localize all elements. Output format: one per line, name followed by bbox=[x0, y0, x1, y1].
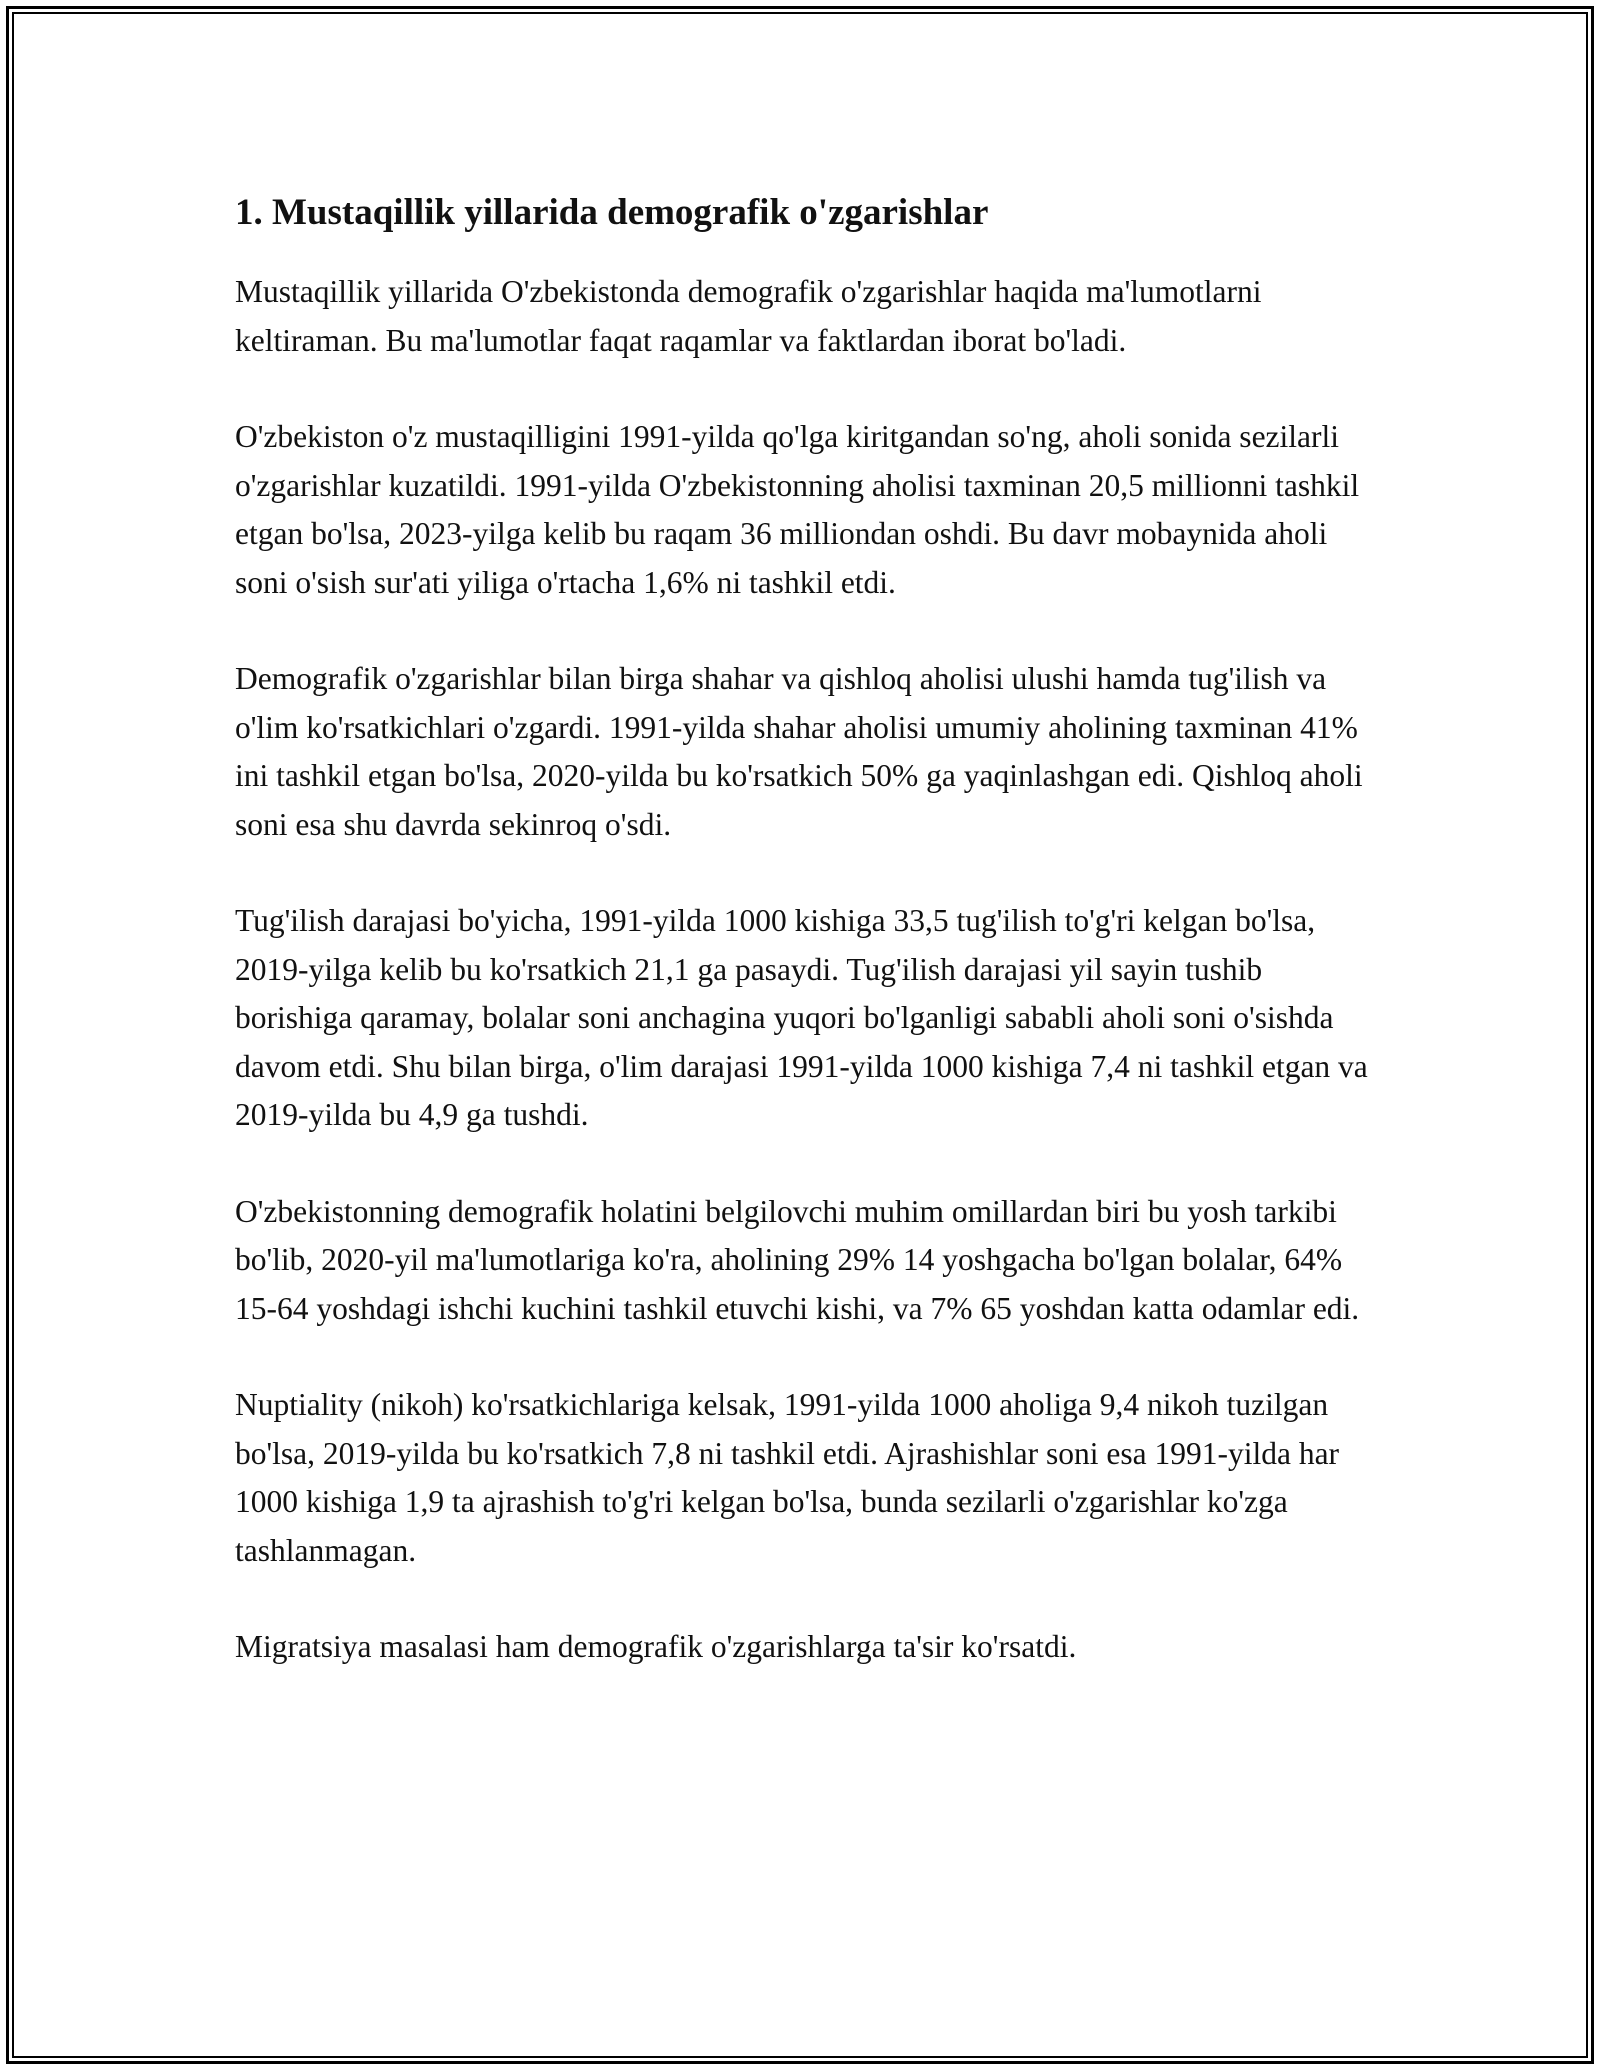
paragraph-nuptiality: Nuptiality (nikoh) ko'rsatkichlariga kelsak, 1991-yilda 1000 aholiga 9,4 nikoh tuzilgan bo'lsa, 2019-yilda bu ko'rsatkich 7,8 ni tashkil etdi. Ajrashishlar soni esa 1991-yilda har 1000 kishiga 1,9 ta ajrashish to'g'ri kelgan bo'lsa, bunda sezilarli o'zgarishlar ko'zga tashlanmagan. bbox=[235, 1387, 1340, 1568]
paragraph-intro: Mustaqillik yillarida O'zbekistonda demografik o'zgarishlar haqida ma'lumotlarni keltiraman. Bu ma'lumotlar faqat raqamlar va faktlardan iborat bo'ladi. bbox=[235, 274, 1262, 358]
section-heading: 1. Mustaqillik yillarida demografik o'zgarishlar bbox=[235, 192, 989, 233]
paragraph-urban-rural: Demografik o'zgarishlar bilan birga shahar va qishloq aholisi ulushi hamda tug'ilish va o'lim ko'rsatkichlari o'zgardi. 1991-yilda shahar aholisi umumiy aholining taxminan 41% ini tashkil etgan bo'lsa, 2020-yilda bu ko'rsatkich 50% ga yaqinlashgan edi. Qishloq aholi soni esa shu davrda sekinroq o'sdi. bbox=[235, 661, 1363, 842]
paragraph-migration: Migratsiya masalasi ham demografik o'zgarishlarga ta'sir ko'rsatdi. bbox=[235, 1629, 1077, 1664]
document-body bbox=[235, 186, 1375, 1720]
paragraph-population: O'zbekiston o'z mustaqilligini 1991-yilda qo'lga kiritgandan so'ng, aholi sonida sezilarli o'zgarishlar kuzatildi. 1991-yilda O'zbekistonning aholisi taxminan 20,5 millionni tashkil etgan bo'lsa, 2023-yilga kelib bu raqam 36 milliondan oshdi. Bu davr mobaynida aholi soni o'sish sur'ati yiliga o'rtacha 1,6% ni tashkil etdi. bbox=[235, 419, 1360, 600]
paragraph-age-structure: O'zbekistonning demografik holatini belgilovchi muhim omillardan biri bu yosh tarkibi bo'lib, 2020-yil ma'lumotlariga ko'ra, aholining 29% 14 yoshgacha bo'lgan bolalar, 64% 15-64 yoshdagi ishchi kuchini tashkil etuvchi kishi, va 7% 65 yoshdan katta odamlar edi. bbox=[235, 1193, 1360, 1326]
paragraph-birth-death-rates: Tug'ilish darajasi bo'yicha, 1991-yilda 1000 kishiga 33,5 tug'ilish to'g'ri kelgan bo'lsa, 2019-yilga kelib bu ko'rsatkich 21,1 ga pasaydi. Tug'ilish darajasi yil sayin tushib borishiga qaramay, bolalar soni anchagina yuqori bo'lganligi sababli aholi soni o'sishda davom etdi. Shu bilan birga, o'lim darajasi 1991-yilda 1000 kishiga 7,4 ni tashkil etgan va 2019-yilda bu 4,9 ga tushdi. bbox=[235, 903, 1368, 1132]
